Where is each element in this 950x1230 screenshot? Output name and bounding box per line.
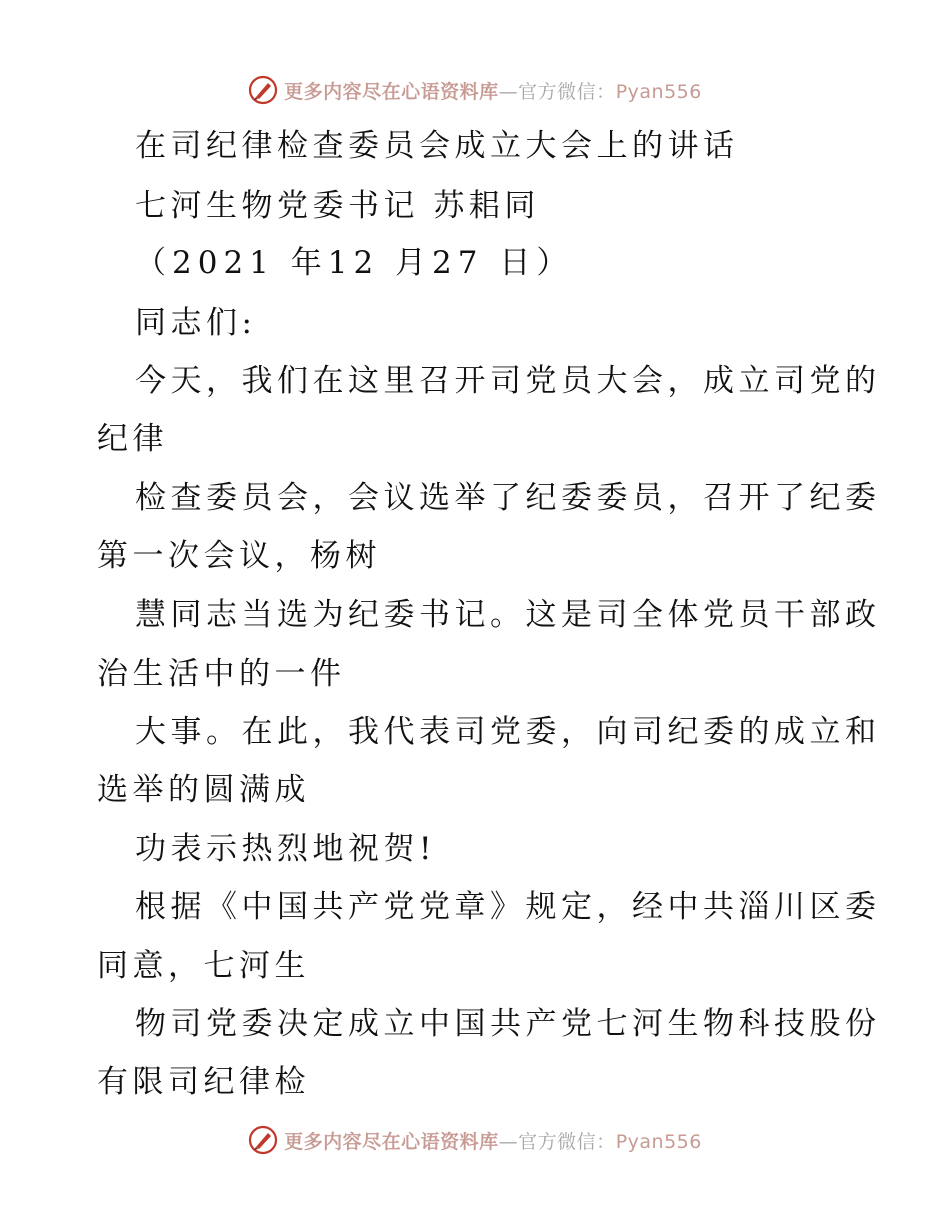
- document-author: 七河生物党委书记 苏耜同: [135, 188, 540, 224]
- quill-pen-seal-icon: [248, 75, 278, 105]
- body-line: 检查委员会，会议选举了纪委委员，召开了纪委: [135, 480, 881, 516]
- watermark-text: [284, 77, 702, 104]
- quill-pen-seal-icon: [248, 1125, 278, 1155]
- body-line: 有限司纪律检: [97, 1064, 310, 1100]
- watermark-text: [284, 1127, 702, 1154]
- document-date: （2021 年12 月27 日）: [135, 245, 574, 281]
- watermark-separator: —: [498, 80, 519, 103]
- document-title: 在司纪律检查委员会成立大会上的讲话: [135, 128, 739, 164]
- body-line: 功表示热烈地祝贺!: [135, 831, 436, 867]
- body-line: 大事。在此，我代表司党委，向司纪委的成立和: [135, 714, 881, 750]
- body-line: 同意，七河生: [97, 948, 310, 984]
- watermark-separator: —: [498, 1130, 519, 1153]
- body-line: 第一次会议，杨树: [97, 538, 381, 574]
- watermark-wechat-label: 官方微信：: [518, 1130, 616, 1153]
- footer-watermark: [0, 1120, 950, 1160]
- body-line: 今天，我们在这里召开司党员大会，成立司党的: [135, 363, 881, 399]
- watermark-wechat-id: Pyan556: [615, 1130, 702, 1153]
- document-salutation: 同志们:: [135, 305, 257, 341]
- header-watermark: [0, 70, 950, 110]
- body-line: 慧同志当选为纪委书记。这是司全体党员干部政: [135, 597, 881, 633]
- body-line: 物司党委决定成立中国共产党七河生物科技股份: [135, 1006, 881, 1042]
- watermark-wechat-label: 官方微信：: [518, 80, 616, 103]
- watermark-promo: 更多内容尽在心语资料库: [284, 80, 499, 103]
- body-line: 根据《中国共产党党章》规定，经中共淄川区委: [135, 889, 881, 925]
- body-line: 治生活中的一件: [97, 656, 346, 692]
- body-line: 选举的圆满成: [97, 772, 310, 808]
- body-line: 纪律: [97, 421, 168, 457]
- watermark-wechat-id: Pyan556: [615, 80, 702, 103]
- watermark-promo: 更多内容尽在心语资料库: [284, 1130, 499, 1153]
